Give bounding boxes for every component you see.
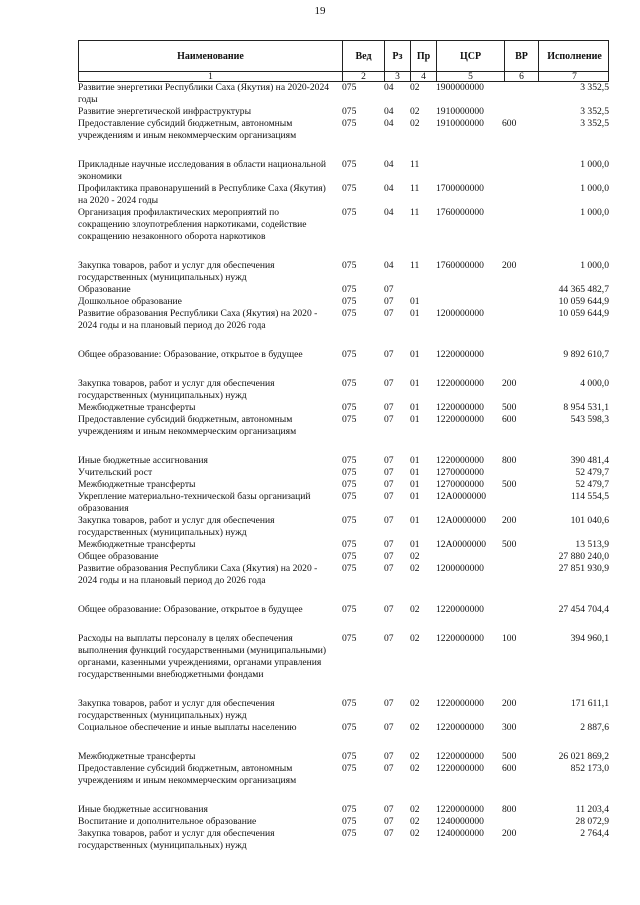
- row-pr: 01: [410, 539, 420, 550]
- row-csr: 1220000000: [436, 604, 484, 615]
- row-sum: 9 892 610,7: [563, 349, 609, 360]
- row-csr: 1220000000: [436, 455, 484, 466]
- row-pr: 02: [410, 698, 420, 709]
- row-vr: 500: [502, 479, 517, 490]
- row-vr: 600: [502, 763, 517, 774]
- row-rz: 07: [384, 296, 394, 307]
- row-sum: 13 513,9: [575, 539, 609, 550]
- row-pr: 02: [410, 804, 420, 815]
- header-csr: ЦСР: [437, 41, 505, 71]
- row-pr: 01: [410, 402, 420, 413]
- table-row: [78, 284, 609, 296]
- row-rz: 07: [384, 722, 394, 733]
- row-rz: 07: [384, 763, 394, 774]
- row-pr: 01: [410, 308, 420, 319]
- table-row: [78, 515, 609, 539]
- row-pr: 01: [410, 296, 420, 307]
- row-name: Иные бюджетные ассигнования: [78, 455, 208, 466]
- row-vr: 600: [502, 118, 517, 129]
- row-ved: 075: [342, 414, 357, 425]
- row-rz: 07: [384, 751, 394, 762]
- row-sum: 27 454 704,4: [558, 604, 609, 615]
- row-vr: 500: [502, 539, 517, 550]
- row-csr: 12А0000000: [436, 539, 487, 550]
- row-vr: 500: [502, 402, 517, 413]
- row-ved: 075: [342, 698, 357, 709]
- row-name: Закупка товаров, работ и услуг для обеспечения государственных (муниципальных) нужд: [78, 378, 275, 401]
- row-rz: 07: [384, 414, 394, 425]
- row-rz: 07: [384, 378, 394, 389]
- header-pr: Пр: [411, 41, 437, 71]
- row-csr: 1910000000: [436, 106, 484, 117]
- row-rz: 04: [384, 207, 394, 218]
- table-row: [78, 804, 609, 816]
- row-sum: 27 880 240,0: [558, 551, 609, 562]
- table-row: [78, 82, 609, 106]
- row-pr: 11: [410, 260, 420, 271]
- row-ved: 075: [342, 159, 357, 170]
- row-ved: 075: [342, 296, 357, 307]
- row-csr: 1220000000: [436, 402, 484, 413]
- table-row: [78, 816, 609, 828]
- row-sum: 4 000,0: [580, 378, 609, 389]
- row-csr: 1900000000: [436, 82, 484, 93]
- row-ved: 075: [342, 106, 357, 117]
- row-csr: 1200000000: [436, 563, 484, 574]
- row-rz: 07: [384, 515, 394, 526]
- page-number: 19: [314, 5, 326, 17]
- row-pr: 11: [410, 159, 420, 170]
- row-vr: 200: [502, 378, 517, 389]
- row-rz: 07: [384, 284, 394, 295]
- row-name: Межбюджетные трансферты: [78, 479, 196, 490]
- row-sum: 3 352,5: [580, 106, 609, 117]
- row-pr: 02: [410, 751, 420, 762]
- row-pr: 02: [410, 633, 420, 644]
- table-row: [78, 414, 609, 438]
- row-name: Закупка товаров, работ и услуг для обеспечения государственных (муниципальных) нужд: [78, 515, 275, 538]
- row-name: Общее образование: Образование, открытое в будущее: [78, 349, 303, 360]
- row-ved: 075: [342, 378, 357, 389]
- table-row: [78, 722, 609, 734]
- row-name: Развитие образования Республики Саха (Якутия) на 2020 - 2024 годы и на плановый период до 2026 года: [78, 563, 318, 586]
- row-csr: 1220000000: [436, 763, 484, 774]
- row-rz: 04: [384, 82, 394, 93]
- row-name: Межбюджетные трансферты: [78, 539, 196, 550]
- row-pr: 02: [410, 118, 420, 129]
- row-rz: 07: [384, 804, 394, 815]
- row-name: Межбюджетные трансферты: [78, 402, 196, 413]
- header-numbers-row: [79, 71, 608, 82]
- row-sum: 1 000,0: [580, 260, 609, 271]
- row-ved: 075: [342, 349, 357, 360]
- header-number-6: 6: [505, 71, 539, 82]
- row-rz: 07: [384, 349, 394, 360]
- row-rz: 07: [384, 539, 394, 550]
- row-sum: 390 481,4: [570, 455, 609, 466]
- row-name: Расходы на выплаты персоналу в целях обеспечения выполнения функций государственными (муниципальными) органами, казенными учреждениями, органами управления государственными внебюджетными фондами: [78, 633, 327, 680]
- row-sum: 1 000,0: [580, 159, 609, 170]
- row-name: Закупка товаров, работ и услуг для обеспечения государственных (муниципальных) нужд: [78, 828, 275, 851]
- header-number-5: 5: [437, 71, 505, 82]
- row-name: Межбюджетные трансферты: [78, 751, 196, 762]
- table-row: [78, 539, 609, 551]
- table-row: [78, 563, 609, 587]
- row-ved: 075: [342, 563, 357, 574]
- row-csr: 1220000000: [436, 349, 484, 360]
- header-number-4: 4: [411, 71, 437, 82]
- row-csr: 1240000000: [436, 828, 484, 839]
- row-vr: 600: [502, 414, 517, 425]
- row-rz: 04: [384, 159, 394, 170]
- table-row: [78, 751, 609, 763]
- row-ved: 075: [342, 804, 357, 815]
- row-name: Развитие энергетической инфраструктуры: [78, 106, 252, 117]
- row-name: Укрепление материально-технической базы организаций образования: [78, 491, 311, 514]
- row-name: Прикладные научные исследования в области национальной экономики: [78, 159, 326, 182]
- row-vr: 200: [502, 828, 517, 839]
- table-row: [78, 455, 609, 467]
- row-sum: 114 554,5: [570, 491, 609, 502]
- row-sum: 171 611,1: [570, 698, 609, 709]
- table-row: [78, 604, 609, 616]
- row-csr: 1270000000: [436, 467, 484, 478]
- row-ved: 075: [342, 828, 357, 839]
- row-rz: 07: [384, 467, 394, 478]
- row-csr: 1220000000: [436, 722, 484, 733]
- row-rz: 07: [384, 604, 394, 615]
- row-ved: 075: [342, 467, 357, 478]
- row-sum: 10 059 644,9: [558, 308, 609, 319]
- row-pr: 02: [410, 563, 420, 574]
- row-sum: 52 479,7: [575, 479, 609, 490]
- row-name: Предоставление субсидий бюджетным, автономным учреждениям и иным некоммерческим организациям: [78, 763, 297, 786]
- header-ved: Вед: [343, 41, 385, 71]
- row-ved: 075: [342, 539, 357, 550]
- row-csr: 1220000000: [436, 378, 484, 389]
- table-row: [78, 183, 609, 207]
- row-rz: 04: [384, 118, 394, 129]
- row-rz: 07: [384, 308, 394, 319]
- row-csr: 1760000000: [436, 260, 484, 271]
- row-ved: 075: [342, 118, 357, 129]
- row-vr: 200: [502, 515, 517, 526]
- row-pr: 02: [410, 763, 420, 774]
- row-name: Социальное обеспечение и иные выплаты населению: [78, 722, 297, 733]
- budget-table: [78, 40, 609, 852]
- row-sum: 11 203,4: [575, 804, 609, 815]
- row-pr: 02: [410, 106, 420, 117]
- table-body: [78, 82, 609, 852]
- row-rz: 04: [384, 260, 394, 271]
- header-name: Наименование: [79, 41, 343, 71]
- header-number-3: 3: [385, 71, 411, 82]
- row-vr: 200: [502, 260, 517, 271]
- row-name: Общее образование: Образование, открытое в будущее: [78, 604, 303, 615]
- row-name: Воспитание и дополнительное образование: [78, 816, 257, 827]
- row-rz: 07: [384, 698, 394, 709]
- row-ved: 075: [342, 722, 357, 733]
- row-ved: 075: [342, 816, 357, 827]
- row-vr: 200: [502, 698, 517, 709]
- row-csr: 1910000000: [436, 118, 484, 129]
- row-csr: 1220000000: [436, 751, 484, 762]
- table-row: [78, 378, 609, 402]
- row-csr: 1220000000: [436, 633, 484, 644]
- table-row: [78, 207, 609, 243]
- row-pr: 01: [410, 455, 420, 466]
- row-ved: 075: [342, 479, 357, 490]
- row-vr: 500: [502, 751, 517, 762]
- table-row: [78, 467, 609, 479]
- table-row: [78, 118, 609, 142]
- table-row: [78, 106, 609, 118]
- row-sum: 3 352,5: [580, 82, 609, 93]
- table-row: [78, 308, 609, 332]
- row-ved: 075: [342, 633, 357, 644]
- header-number-1: 1: [79, 71, 343, 82]
- row-rz: 07: [384, 551, 394, 562]
- row-ved: 075: [342, 751, 357, 762]
- row-csr: 1220000000: [436, 698, 484, 709]
- row-ved: 075: [342, 183, 357, 194]
- row-ved: 075: [342, 308, 357, 319]
- row-ved: 075: [342, 402, 357, 413]
- row-sum: 1 000,0: [580, 207, 609, 218]
- row-rz: 07: [384, 816, 394, 827]
- row-sum: 1 000,0: [580, 183, 609, 194]
- row-pr: 02: [410, 82, 420, 93]
- row-pr: 01: [410, 491, 420, 502]
- row-ved: 075: [342, 515, 357, 526]
- row-rz: 07: [384, 479, 394, 490]
- row-name: Развитие энергетики Республики Саха (Якутия) на 2020-2024 годы: [78, 82, 330, 105]
- row-ved: 075: [342, 763, 357, 774]
- row-ved: 075: [342, 260, 357, 271]
- header-rz: Рз: [385, 41, 411, 71]
- row-sum: 8 954 531,1: [563, 402, 609, 413]
- row-pr: 02: [410, 828, 420, 839]
- row-vr: 800: [502, 804, 517, 815]
- row-rz: 04: [384, 183, 394, 194]
- row-rz: 07: [384, 455, 394, 466]
- row-csr: 1760000000: [436, 207, 484, 218]
- row-pr: 02: [410, 551, 420, 562]
- row-vr: 100: [502, 633, 517, 644]
- row-sum: 28 072,9: [575, 816, 609, 827]
- row-name: Образование: [78, 284, 131, 295]
- table-row: [78, 296, 609, 308]
- row-csr: 12А0000000: [436, 491, 487, 502]
- row-rz: 07: [384, 828, 394, 839]
- row-csr: 1270000000: [436, 479, 484, 490]
- header-number-7: 7: [572, 71, 577, 82]
- row-csr: 1200000000: [436, 308, 484, 319]
- row-rz: 07: [384, 633, 394, 644]
- table-row: [78, 698, 609, 722]
- table-row: [78, 159, 609, 183]
- table-row: [78, 491, 609, 515]
- row-pr: 02: [410, 604, 420, 615]
- table-row: [78, 479, 609, 491]
- row-rz: 07: [384, 491, 394, 502]
- row-name: Учительский рост: [78, 467, 153, 478]
- table-row: [78, 633, 609, 681]
- row-csr: 1220000000: [436, 804, 484, 815]
- row-sum: 852 173,0: [570, 763, 609, 774]
- row-sum: 543 598,3: [570, 414, 609, 425]
- row-ved: 075: [342, 455, 357, 466]
- row-sum: 394 960,1: [570, 633, 609, 644]
- row-name: Дошкольное образование: [78, 296, 182, 307]
- header-sum: Исполнение: [547, 50, 602, 62]
- row-sum: 2 887,6: [580, 722, 609, 733]
- row-ved: 075: [342, 207, 357, 218]
- table-row: [78, 349, 609, 361]
- table-row: [78, 763, 609, 787]
- row-name: Предоставление субсидий бюджетным, автономным учреждениям и иным некоммерческим организациям: [78, 118, 297, 141]
- row-pr: 11: [410, 183, 420, 194]
- row-name: Закупка товаров, работ и услуг для обеспечения государственных (муниципальных) нужд: [78, 698, 275, 721]
- row-name: Развитие образования Республики Саха (Якутия) на 2020 - 2024 годы и на плановый период до 2026 года: [78, 308, 318, 331]
- row-sum: 2 764,4: [580, 828, 609, 839]
- row-ved: 075: [342, 551, 357, 562]
- row-sum: 101 040,6: [570, 515, 609, 526]
- row-sum: 27 851 930,9: [558, 563, 609, 574]
- header-titles-row: [79, 41, 608, 72]
- table-row: [78, 828, 609, 852]
- row-name: Предоставление субсидий бюджетным, автономным учреждениям и иным некоммерческим организациям: [78, 414, 297, 437]
- row-rz: 04: [384, 106, 394, 117]
- row-vr: 300: [502, 722, 517, 733]
- row-pr: 02: [410, 816, 420, 827]
- row-pr: 01: [410, 349, 420, 360]
- row-ved: 075: [342, 604, 357, 615]
- row-rz: 07: [384, 563, 394, 574]
- row-ved: 075: [342, 491, 357, 502]
- row-ved: 075: [342, 284, 357, 295]
- row-csr: 1220000000: [436, 414, 484, 425]
- row-sum: 3 352,5: [580, 118, 609, 129]
- row-pr: 01: [410, 414, 420, 425]
- row-sum: 52 479,7: [575, 467, 609, 478]
- row-pr: 01: [410, 467, 420, 478]
- row-name: Общее образование: [78, 551, 159, 562]
- row-pr: 01: [410, 479, 420, 490]
- row-pr: 01: [410, 515, 420, 526]
- row-name: Иные бюджетные ассигнования: [78, 804, 208, 815]
- table-row: [78, 260, 609, 284]
- header-vr: ВР: [505, 41, 539, 71]
- row-ved: 075: [342, 82, 357, 93]
- row-pr: 02: [410, 722, 420, 733]
- row-sum: 10 059 644,9: [558, 296, 609, 307]
- table-row: [78, 551, 609, 563]
- row-csr: 12А0000000: [436, 515, 487, 526]
- table-row: [78, 402, 609, 414]
- row-sum: 26 021 869,2: [558, 751, 609, 762]
- header-number-2: 2: [343, 71, 385, 82]
- row-sum: 44 365 482,7: [558, 284, 609, 295]
- row-rz: 07: [384, 402, 394, 413]
- row-csr: 1240000000: [436, 816, 484, 827]
- row-name: Профилактика правонарушений в Республике Саха (Якутия) на 2020 - 2024 годы: [78, 183, 326, 206]
- row-name: Закупка товаров, работ и услуг для обеспечения государственных (муниципальных) нужд: [78, 260, 275, 283]
- row-csr: 1700000000: [436, 183, 484, 194]
- row-vr: 800: [502, 455, 517, 466]
- row-pr: 01: [410, 378, 420, 389]
- row-pr: 11: [410, 207, 420, 218]
- row-name: Организация профилактических мероприятий по сокращению злоупотребления наркотиками, содействие сокращению незаконного оборота наркотиков: [78, 207, 307, 242]
- table-header: [78, 40, 609, 82]
